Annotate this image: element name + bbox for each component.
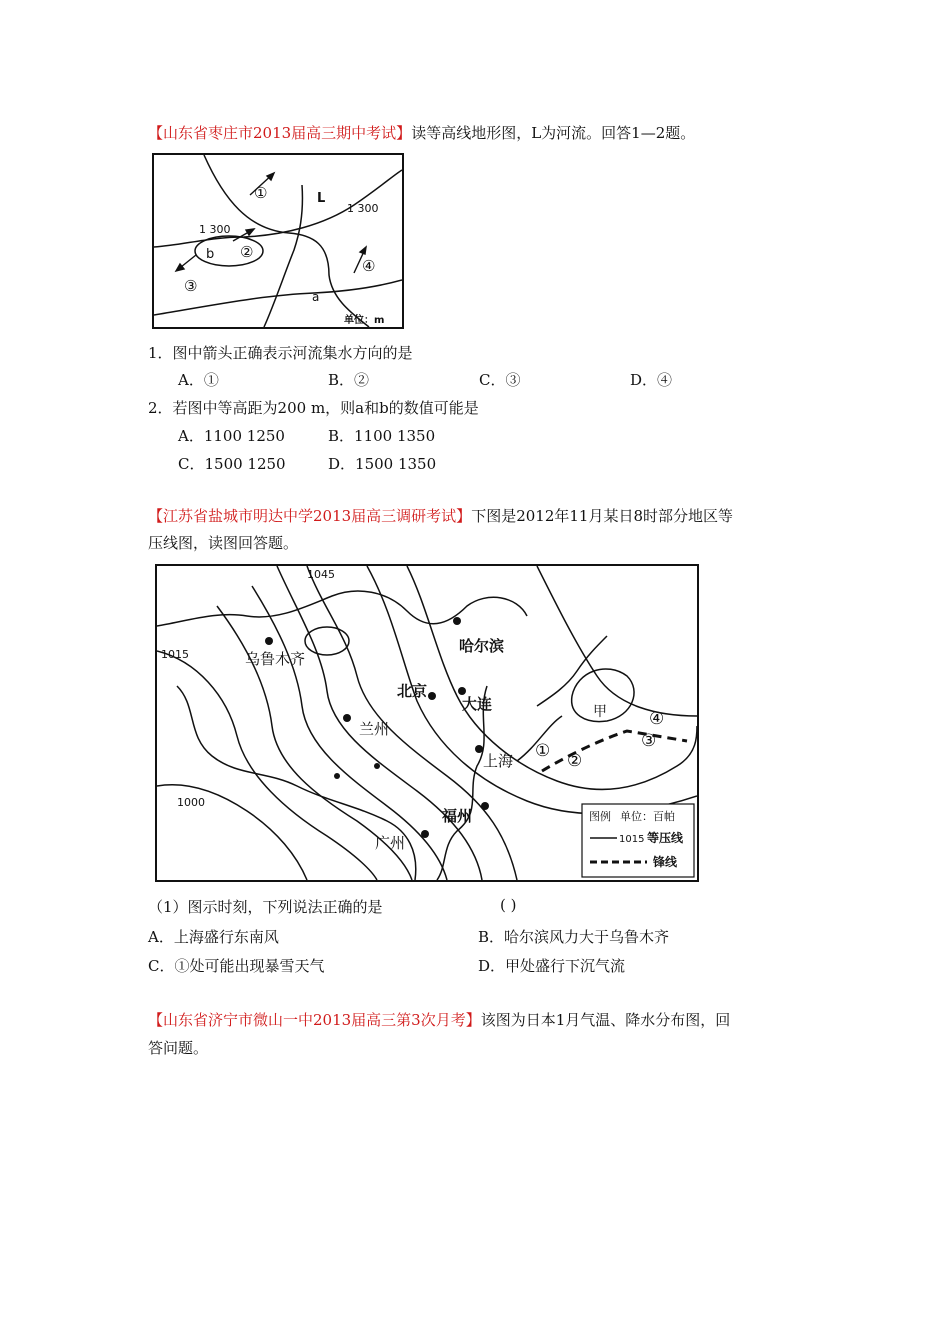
question-1-option-d: D．④ xyxy=(630,371,673,389)
q3-header-line1 xyxy=(148,1009,730,1030)
q2-option-c: C．①处可能出现暴雪天气 xyxy=(148,957,325,975)
city-guangzhou: 广州 xyxy=(375,834,406,852)
q2-option-d: D．甲处盛行下沉气流 xyxy=(478,957,626,975)
q3-intro-line1: 该图为日本1月气温、降水分布图，回 xyxy=(480,1011,731,1029)
q2-question-stem: （1）图示时刻，下列说法正确的是 xyxy=(148,898,383,916)
q2-question-bracket: ( ) xyxy=(500,896,517,914)
q2-source: 【江苏省盐城市明达中学2013届高三调研考试】 xyxy=(148,507,472,525)
city-beijing: 北京 xyxy=(397,682,428,700)
legend-unit: 单位：百帕 xyxy=(620,810,675,823)
label-jia: 甲 xyxy=(593,704,607,720)
question-1-option-a: A．① xyxy=(178,371,219,389)
river-label-L: L xyxy=(317,191,326,206)
label-b: b xyxy=(206,247,215,262)
isobar-map-svg xyxy=(157,566,697,880)
marker-3: ③ xyxy=(641,731,657,751)
marker-4: ④ xyxy=(649,709,665,729)
arrow-label-2: ② xyxy=(240,243,254,261)
q3-source: 【山东省济宁市微山一中2013届高三第3次月考】 xyxy=(148,1011,481,1029)
arrow-label-3: ③ xyxy=(184,277,198,295)
question-2-option-d: D．1500 1350 xyxy=(328,455,437,473)
marker-2: ② xyxy=(567,751,583,771)
river-L xyxy=(204,155,369,327)
q3-intro-line2: 答问题。 xyxy=(148,1039,209,1057)
question-2-option-c: C．1500 1250 xyxy=(178,455,286,473)
q2-intro-line2: 压线图，读图回答题。 xyxy=(148,534,299,552)
contour-map xyxy=(152,153,404,329)
question-2-stem: 2．若图中等高距为200 m，则a和b的数值可能是 xyxy=(148,399,479,417)
question-2-option-a: A．1100 1250 xyxy=(178,427,285,445)
contour-map-svg xyxy=(154,155,402,327)
q1-source: 【山东省枣庄市2013届高三期中考试】 xyxy=(148,124,412,142)
city-urumqi: 乌鲁木齐 xyxy=(245,650,306,668)
isobar-map xyxy=(155,564,699,882)
front-line xyxy=(542,731,687,771)
city-fuzhou: 福州 xyxy=(442,807,473,825)
legend-isobar-label: 等压线 xyxy=(647,831,684,845)
q2-option-b: B．哈尔滨风力大于乌鲁木齐 xyxy=(478,928,670,946)
legend-title: 图例 xyxy=(589,810,611,823)
question-1-option-b: B．② xyxy=(328,371,370,389)
q2-intro-line1: 下图是2012年11月某日8时部分地区等 xyxy=(471,507,733,525)
contour-label-1300-left: 1 300 xyxy=(199,223,231,236)
q2-option-a: A．上海盛行东南风 xyxy=(148,928,279,946)
isobar-label-1000: 1000 xyxy=(177,796,205,809)
q1-header xyxy=(148,122,695,143)
q2-header-line1 xyxy=(148,505,733,526)
arrow-label-4: ④ xyxy=(362,257,376,275)
city-lanzhou: 兰州 xyxy=(359,720,390,738)
city-dalian: 大连 xyxy=(462,695,493,713)
contour-mid xyxy=(264,185,302,327)
arrow-label-1: ① xyxy=(254,184,268,202)
isobar-label-1045: 1045 xyxy=(307,568,335,581)
contour-label-a: a xyxy=(312,290,320,304)
isobar-label-1015: 1015 xyxy=(161,648,189,661)
legend-isobar-value: 1015 xyxy=(619,834,645,845)
city-harbin: 哈尔滨 xyxy=(459,637,505,655)
question-2-option-b: B．1100 1350 xyxy=(328,427,436,445)
question-1-option-c: C．③ xyxy=(479,371,521,389)
question-1-stem: 1．图中箭头正确表示河流集水方向的是 xyxy=(148,344,413,362)
contour-label-1300-right: 1 300 xyxy=(347,202,379,215)
q1-intro: 读等高线地形图，L为河流。回答1—2题。 xyxy=(411,124,696,142)
legend-front-label: 锋线 xyxy=(653,855,678,869)
map-unit-label: 单位：m xyxy=(344,315,385,326)
city-shanghai: 上海 xyxy=(483,752,514,770)
marker-1: ① xyxy=(535,741,551,761)
